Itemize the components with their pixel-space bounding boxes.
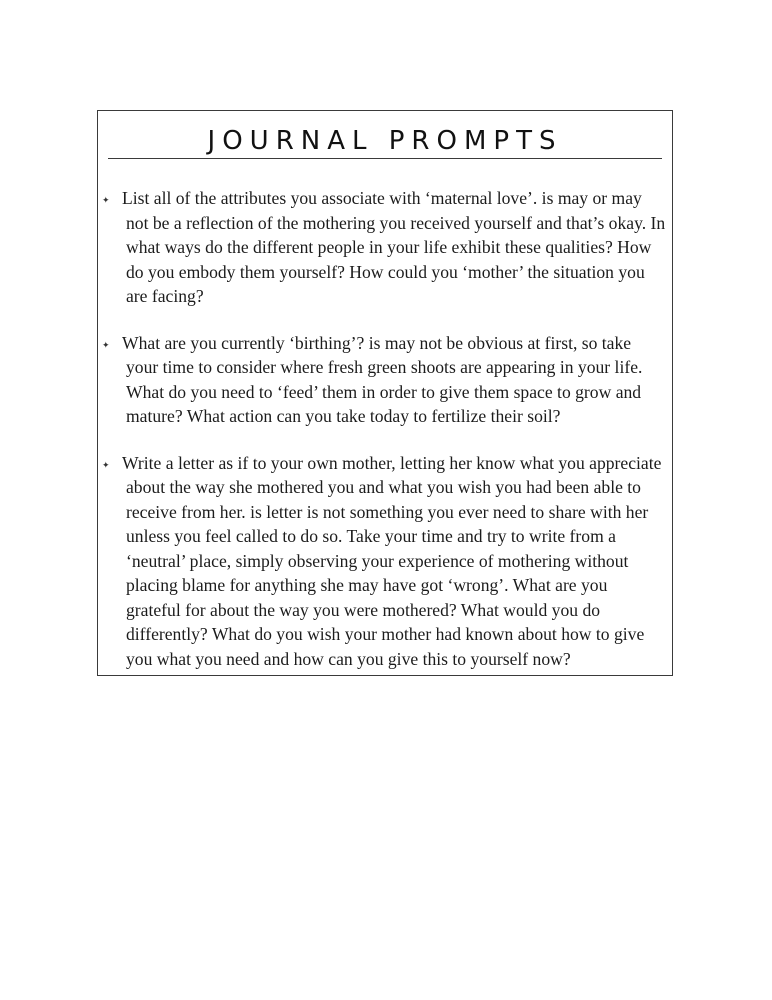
prompt-text: Write a letter as if to your own mother, letting her know what you appreciate about the way she mothered you and what you wish you had been able to receive from her. is letter is not something you ever need to share with her unless you feel called to do so. Take your time and try to write from a ‘neutral’ place, simply observing your experience of mothering without placing blame for anything she may have got ‘wrong’. What are you grateful for about the way you were mothered? What would you do differently? What do you wish your mother had known about how to give you what you need and how can you give this to yourself now? (122, 452, 662, 669)
prompt-text: What are you currently ‘birthing’? is may not be obvious at first, so take your time to consider where fresh green shoots are appearing in your life. What do you need to ‘feed’ them in order to give them space to grow and mature? What action can you take today to fertilize their soil? (122, 332, 643, 426)
list-item (98, 331, 672, 429)
four-point-star-icon: ✦ (102, 339, 110, 350)
list-item (98, 451, 672, 672)
list-item (98, 186, 672, 309)
prompt-list (98, 186, 672, 693)
four-point-star-icon: ✦ (102, 195, 110, 205)
prompt-text: List all of the attributes you associate with ‘maternal love’. is may or may not be a reflection of the mothering you received yourself and that’s okay. In what ways do the different people in your life exhibit these qualities? How do you embody them yourself? How could you ‘mother’ the situation you are facing? (122, 188, 666, 306)
journal-prompts-box (97, 110, 673, 676)
four-point-star-icon: ✦ (102, 459, 110, 470)
page-title: JOURNAL PROMPTS (207, 126, 563, 156)
title-divider (108, 158, 662, 159)
